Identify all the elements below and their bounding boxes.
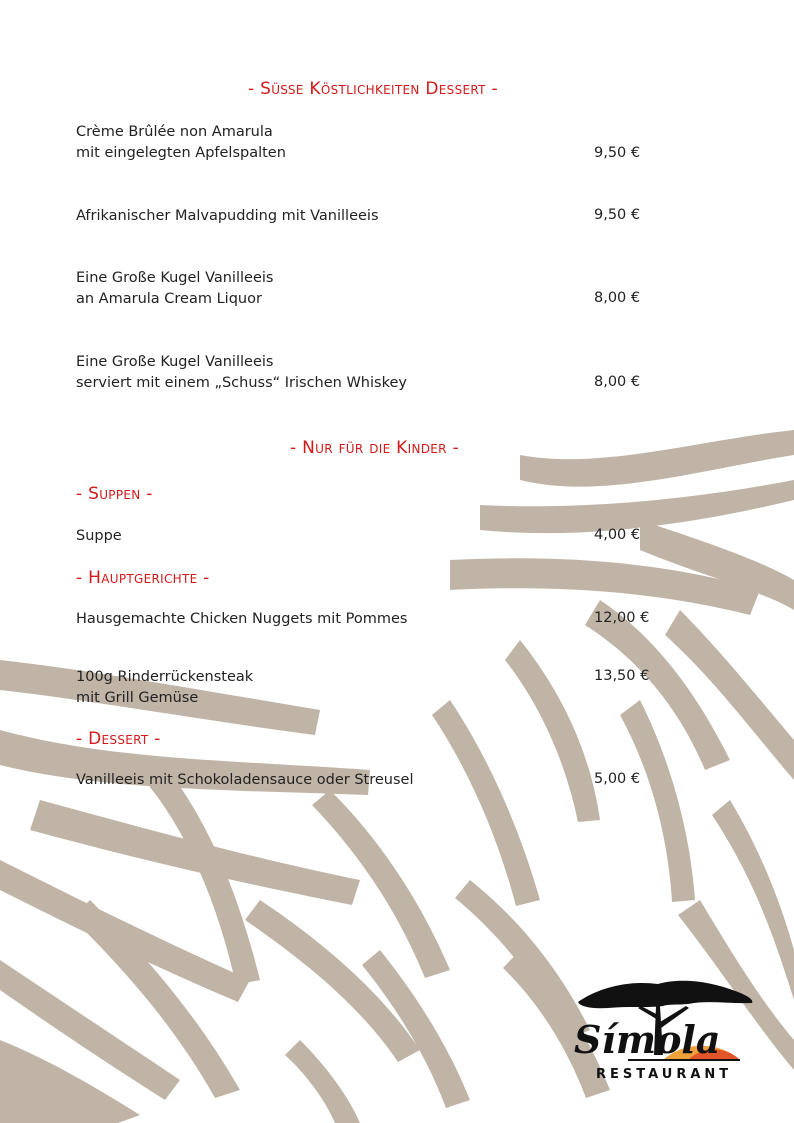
item-price: 8,00 €	[594, 374, 641, 390]
dessert-heading: - Süße Köstlichkeiten Dessert -	[248, 79, 498, 99]
item-price: 9,50 €	[594, 145, 641, 161]
item-name: Afrikanischer Malvapudding mit Vanilleeis	[76, 208, 379, 224]
suppen-heading: - Suppen -	[76, 484, 153, 504]
logo-name: Símola	[574, 1017, 721, 1062]
menu-item-suppe	[76, 526, 122, 547]
item-description: serviert mit einem „Schuss“ Irischen Whiskey	[76, 375, 407, 391]
menu-item-vanilleeis-schokolade	[76, 770, 414, 791]
item-price: 12,00 €	[594, 610, 650, 626]
item-name: Eine Große Kugel Vanilleeis	[76, 270, 274, 286]
menu-item-chicken-nuggets	[76, 609, 407, 630]
item-name: Suppe	[76, 528, 122, 544]
hauptgerichte-heading: - Hauptgerichte -	[76, 568, 210, 588]
item-name: Hausgemachte Chicken Nuggets mit Pommes	[76, 611, 408, 627]
item-price: 4,00 €	[594, 527, 641, 543]
item-description: an Amarula Cream Liquor	[76, 291, 262, 307]
item-price: 8,00 €	[594, 290, 641, 306]
menu-item-steak	[76, 667, 253, 709]
item-name: Crème Brûlée non Amarula	[76, 124, 273, 140]
menu-item-creme-brulee	[76, 122, 286, 164]
item-description: mit Grill Gemüse	[76, 690, 199, 706]
item-price: 5,00 €	[594, 771, 641, 787]
item-price: 13,50 €	[594, 668, 650, 684]
menu-item-vanilleeis-whiskey	[76, 352, 407, 394]
item-price: 9,50 €	[594, 207, 641, 223]
logo-subtitle: RESTAURANT	[596, 1067, 733, 1082]
menu-item-vanilleeis-amarula	[76, 268, 273, 310]
item-description: mit eingelegten Apfelspalten	[76, 145, 286, 161]
menu-item-malvapudding	[76, 206, 379, 227]
kids-dessert-heading: - Dessert -	[76, 729, 161, 749]
simola-restaurant-logo	[568, 970, 758, 1085]
item-name: 100g Rinderrückensteak	[76, 669, 254, 685]
kids-heading: - Nur für die Kinder -	[290, 438, 459, 458]
item-name: Vanilleeis mit Schokoladensauce oder Streusel	[76, 772, 414, 788]
item-name: Eine Große Kugel Vanilleeis	[76, 354, 274, 370]
